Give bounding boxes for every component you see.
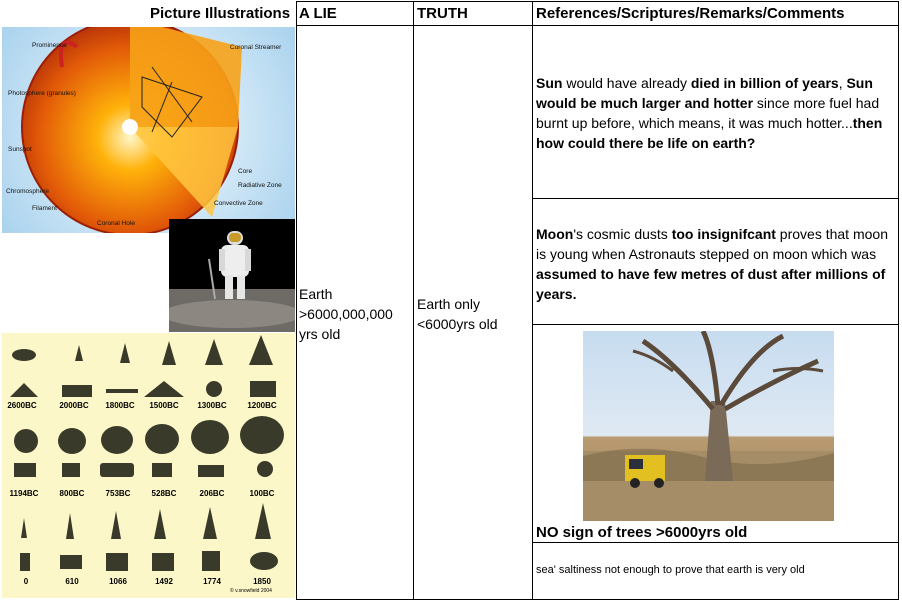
sun-illustration [2, 27, 295, 233]
tree-icons [2, 333, 295, 598]
col-line-4 [898, 1, 899, 600]
baobab-tree-photo [583, 331, 834, 521]
moon-remark-part-2: 's cosmic dusts [573, 226, 672, 242]
table-border-bottom [296, 599, 899, 600]
sun-remark-part-7: then how could there be life on earth? [536, 115, 883, 151]
sun-remark-part-2: would have already [562, 75, 691, 91]
header-picture-illustrations: Picture Illustrations [150, 5, 291, 22]
sun-remark-part-4: , [838, 75, 847, 91]
year-1066: 1066 [109, 577, 127, 586]
label-photosphere: Photosphere (granules) [8, 90, 76, 97]
sea-remark: sea' saltiness not enough to prove that earth is very old [536, 564, 805, 576]
tree-age-chart [2, 333, 295, 598]
sun-remark-part-5: Sun would be much larger and hotter [536, 75, 873, 111]
year-528bc: 528BC [151, 489, 177, 498]
header-truth: TRUTH [417, 5, 468, 22]
row-divider-1 [532, 198, 899, 199]
label-core: Core [238, 168, 253, 175]
year-1492: 1492 [155, 577, 173, 586]
moon-remark-part-1: Moon [536, 226, 574, 242]
label-coronal-streamer: Coronal Streamer [230, 44, 282, 51]
header-divider [296, 25, 899, 26]
sun-remark-part-3: died in billion of years [690, 75, 839, 91]
chart-credit: © v.snowfield 2004 [230, 588, 272, 594]
astronaut-moon-photo [169, 219, 295, 332]
year-1800bc: 1800BC [105, 401, 135, 410]
label-sunspot: Sunspot [8, 146, 32, 153]
col-line-1 [296, 1, 297, 600]
year-100bc: 100BC [249, 489, 275, 498]
row-divider-2 [532, 324, 899, 325]
year-1850: 1850 [253, 577, 271, 586]
year-610: 610 [65, 577, 79, 586]
sun-remark-part-6: since more fuel had burnt up before, which means, it was much hotter... [536, 95, 880, 131]
year-2600bc: 2600BC [7, 401, 37, 410]
moon-remark [536, 224, 894, 304]
label-chromosphere: Chromosphere [6, 188, 49, 195]
col-line-3 [532, 1, 533, 600]
header-a-lie: A LIE [299, 5, 337, 22]
moon-remark-part-5: assumed to have few metres of dust after millions of years. [536, 266, 886, 302]
sun-remark [536, 73, 894, 153]
year-800bc: 800BC [59, 489, 85, 498]
moon-remark-part-4: proves that moon is young when Astronauts stepped on moon which was [536, 226, 888, 262]
label-prominence: Prominence [32, 42, 67, 49]
label-convective-zone: Convective Zone [214, 200, 263, 207]
label-radiative-zone: Radiative Zone [238, 182, 282, 189]
year-1194bc: 1194BC [9, 489, 39, 498]
sun-remark-part-1: Sun [536, 75, 563, 91]
sun-diagram [2, 27, 295, 233]
year-1300bc: 1300BC [197, 401, 227, 410]
header-references: References/Scriptures/Remarks/Comments [536, 5, 845, 22]
year-753bc: 753BC [105, 489, 131, 498]
year-0: 0 [23, 577, 29, 586]
year-2000bc: 2000BC [59, 401, 89, 410]
col-line-2 [413, 1, 414, 600]
year-1200bc: 1200BC [247, 401, 277, 410]
trees-caption: NO sign of trees >6000yrs old [536, 524, 748, 541]
table-border-top [296, 1, 899, 2]
moon-remark-part-3: too insignifcant [671, 226, 776, 242]
label-coronal-hole: Coronal Hole [97, 220, 135, 227]
truth-cell: Earth only <6000yrs old [417, 296, 498, 332]
year-206bc: 206BC [199, 489, 225, 498]
year-1774: 1774 [203, 577, 221, 586]
lie-cell: Earth >6000,000,000 yrs old [299, 286, 393, 342]
row-divider-3 [532, 542, 899, 543]
year-1500bc: 1500BC [149, 401, 179, 410]
label-filament: Filament [32, 205, 57, 212]
